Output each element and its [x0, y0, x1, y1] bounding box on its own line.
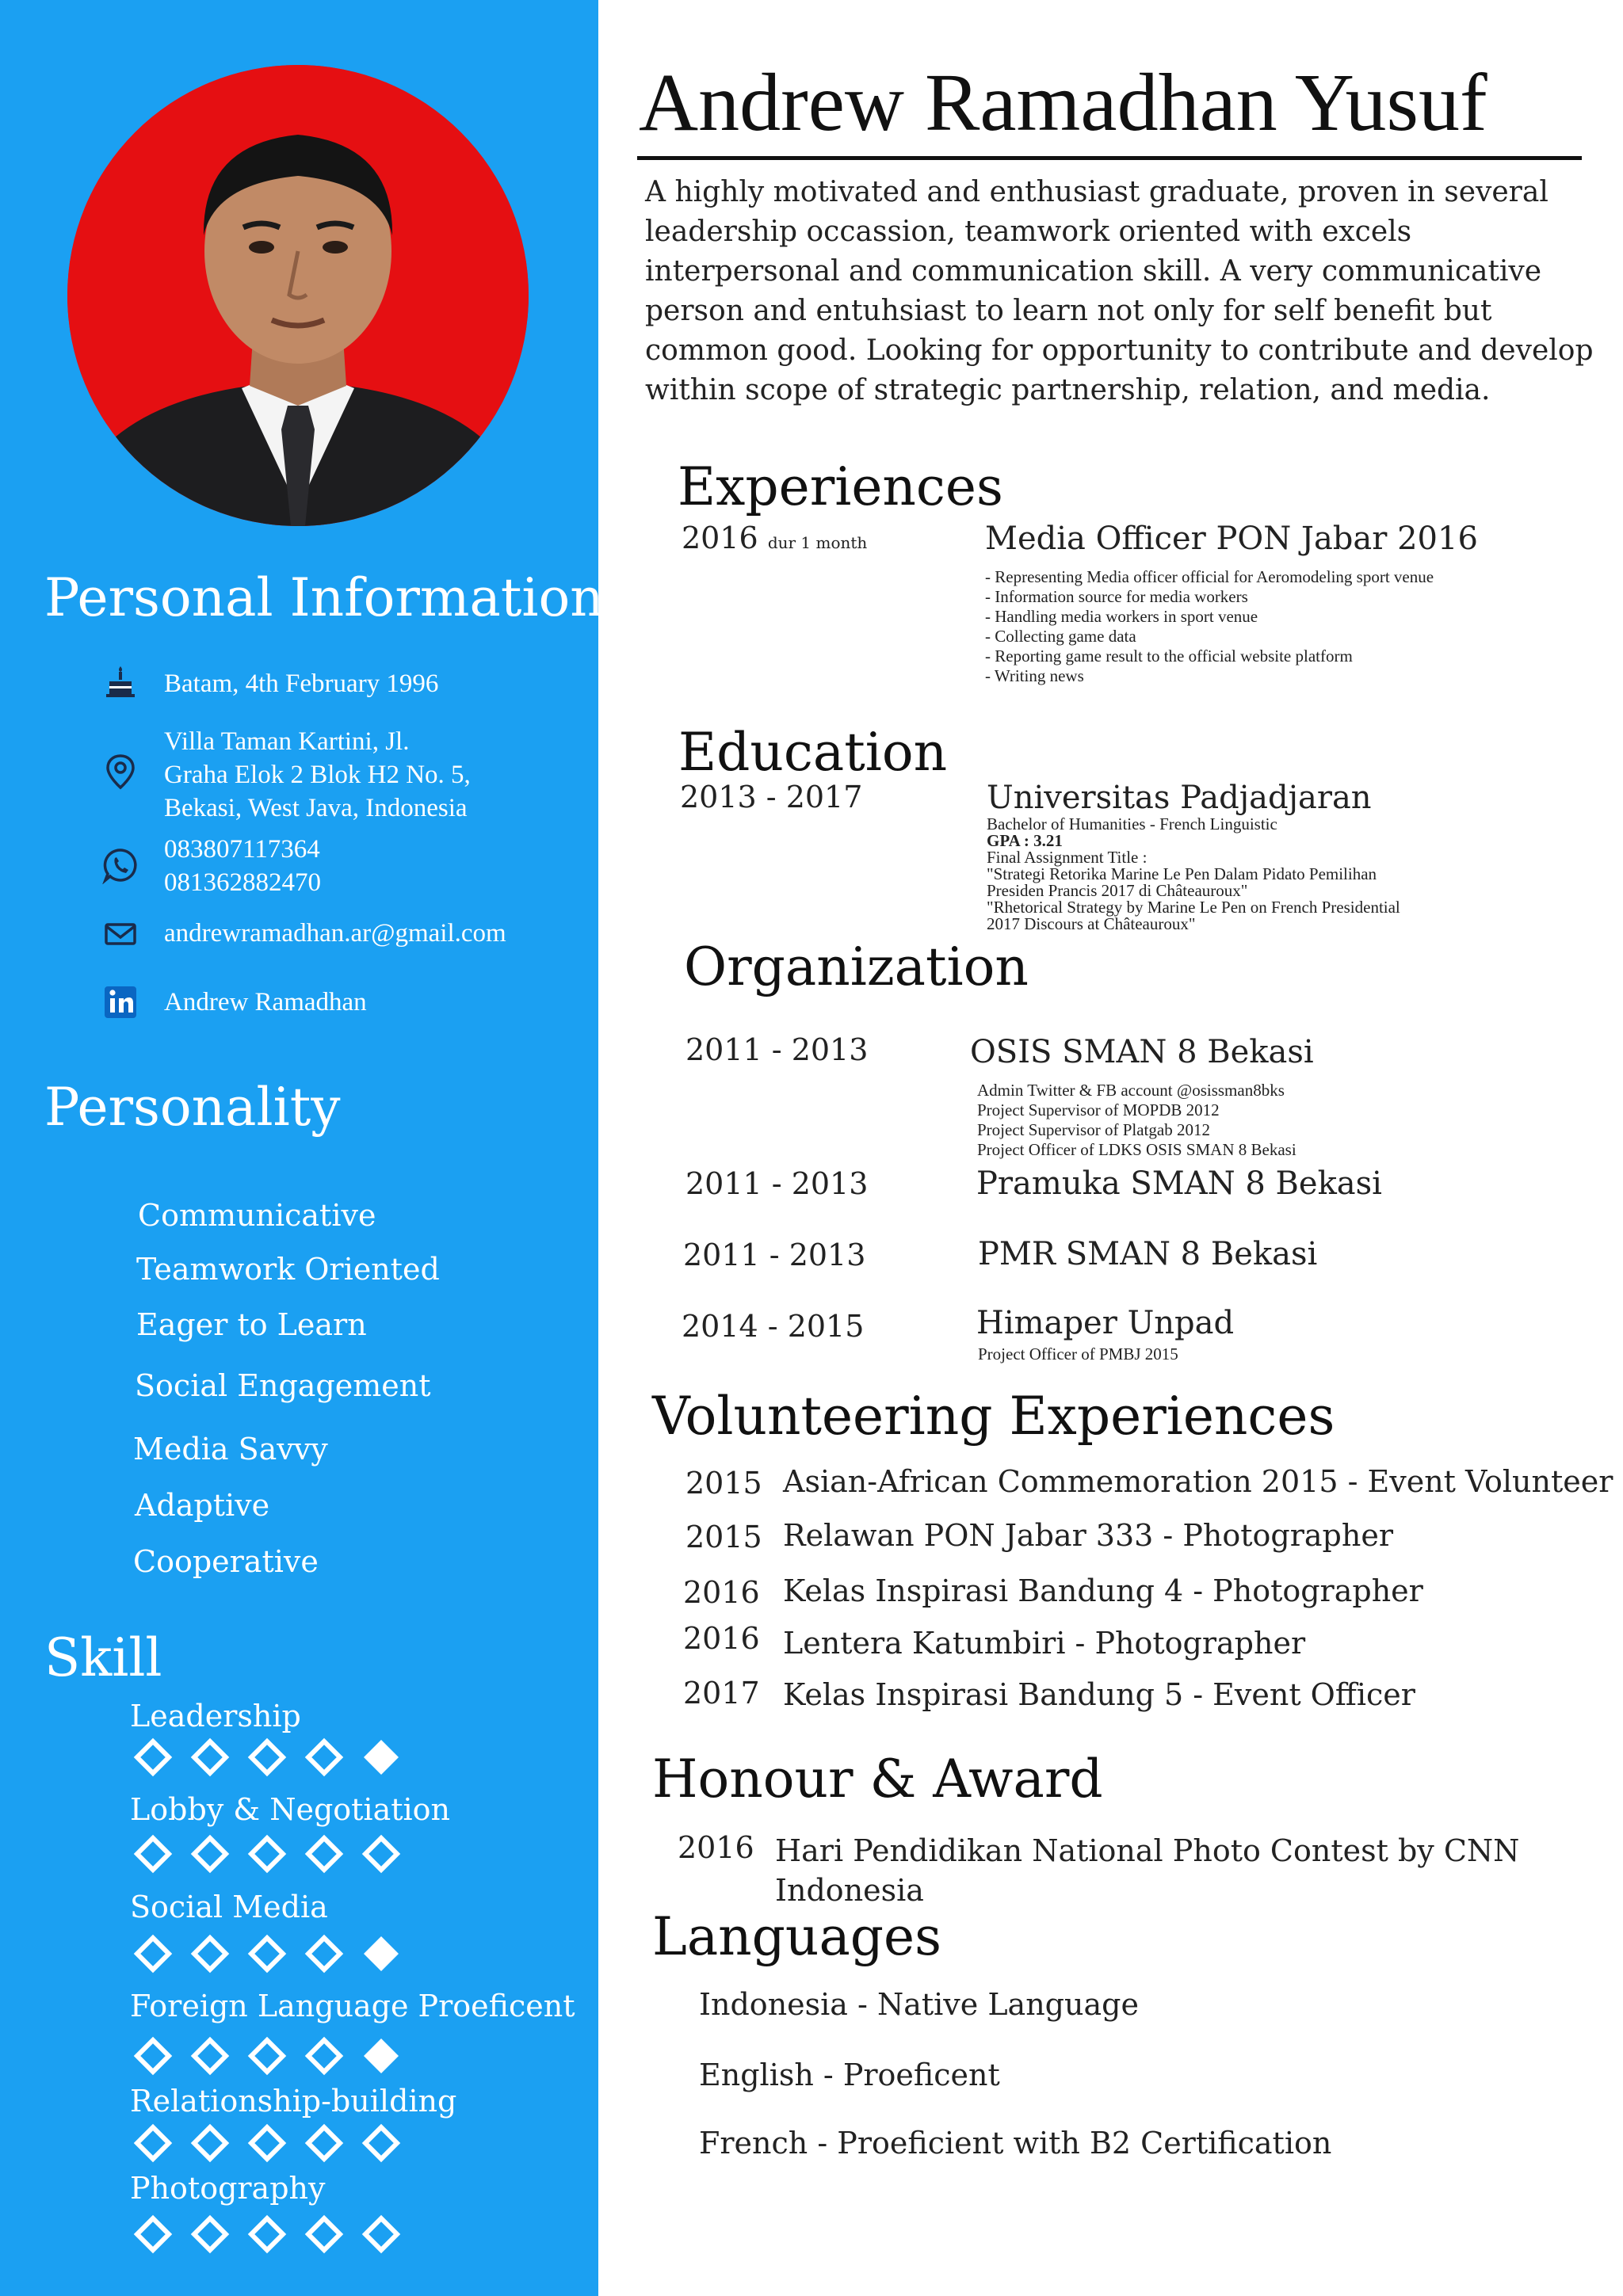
- skill-rating: [133, 1834, 401, 1874]
- volunteer-year: 2016: [683, 1575, 760, 1610]
- language-item: French - Proeficient with B2 Certification: [699, 2126, 1332, 2161]
- honour-heading: Honour & Award: [652, 1749, 1103, 1810]
- location-pin-icon: [101, 753, 139, 791]
- empty-diamond-icon: [361, 2214, 401, 2254]
- personal-information-heading: Personal Information: [44, 567, 604, 628]
- empty-diamond-icon: [304, 1934, 344, 1974]
- final-assignment-line: "Strategi Retorika Marine Le Pen Dalam Pidato Pemilihan: [987, 864, 1377, 883]
- email-text[interactable]: andrewramadhan.ar@gmail.com: [164, 919, 506, 948]
- personality-item: Communicative: [138, 1198, 376, 1233]
- skill-name: Lobby & Negotiation: [130, 1792, 451, 1827]
- organization-years: 2011 - 2013: [685, 1166, 869, 1201]
- sidebar: [0, 0, 604, 2296]
- filled-diamond-icon: [361, 2036, 401, 2076]
- empty-diamond-icon: [361, 1834, 401, 1874]
- experiences-heading: Experiences: [678, 456, 1003, 517]
- organization-years: 2011 - 2013: [683, 1238, 866, 1272]
- skill-name: Social Media: [130, 1890, 328, 1924]
- empty-diamond-icon: [247, 1834, 287, 1874]
- empty-diamond-icon: [304, 2123, 344, 2163]
- empty-diamond-icon: [133, 1737, 173, 1777]
- phone-number-2[interactable]: 081362882470: [164, 868, 321, 897]
- cake-icon: [101, 664, 139, 702]
- volunteer-year: 2016: [683, 1621, 760, 1656]
- empty-diamond-icon: [247, 2214, 287, 2254]
- phone-number-1[interactable]: 083807117364: [164, 835, 320, 864]
- skill-rating: [133, 1934, 401, 1974]
- address-line-3: Bekasi, West Java, Indonesia: [164, 794, 468, 822]
- empty-diamond-icon: [304, 2214, 344, 2254]
- volunteer-year: 2015: [685, 1520, 762, 1554]
- final-assignment-line: 2017 Discours at Châteauroux": [987, 914, 1196, 933]
- volunteer-year: 2015: [685, 1466, 762, 1501]
- empty-diamond-icon: [190, 2214, 230, 2254]
- full-name: Andrew Ramadhan Yusuf: [639, 57, 1487, 148]
- detail-line: - Information source for media workers: [985, 587, 1248, 606]
- experience-role: Media Officer PON Jabar 2016: [985, 521, 1478, 557]
- skill-rating: [133, 2123, 401, 2163]
- volunteer-role: Relawan PON Jabar 333 - Photographer: [783, 1518, 1394, 1553]
- skill-name: Leadership: [130, 1699, 301, 1733]
- personality-item: Media Savvy: [133, 1432, 328, 1466]
- empty-diamond-icon: [304, 1737, 344, 1777]
- empty-diamond-icon: [247, 2036, 287, 2076]
- personality-item: Teamwork Oriented: [136, 1252, 440, 1287]
- profile-photo: [67, 65, 529, 526]
- name-divider: [637, 156, 1582, 160]
- organization-name: Pramuka SMAN 8 Bekasi: [976, 1165, 1382, 1202]
- summary: A highly motivated and enthusiast graduate, proven in several leadership occassion, teamwork oriented with excels interpersonal and communication skill. A very communicative person and entuhsiast to learn not only for self benefit but common good. Looking for opportunity to contribute and develop within scope of strategic partnership, relation, and media.: [645, 176, 1594, 406]
- education-gpa: GPA : 3.21: [987, 831, 1063, 850]
- detail-line: - Reporting game result to the official website platform: [985, 646, 1353, 666]
- volunteer-role: Kelas Inspirasi Bandung 5 - Event Officer: [783, 1677, 1415, 1712]
- phone-numbers: [164, 833, 321, 899]
- detail-line: - Writing news: [985, 666, 1084, 685]
- experience-duration: dur 1 month: [767, 533, 868, 552]
- organization-name: PMR SMAN 8 Bekasi: [978, 1236, 1318, 1272]
- personality-item: Cooperative: [133, 1544, 319, 1579]
- mail-icon: [101, 915, 139, 953]
- organization-details: [977, 1081, 1296, 1160]
- detail-line: - Representing Media officer official for Aeromodeling sport venue: [985, 567, 1434, 586]
- skill-rating: [133, 2036, 401, 2076]
- education-details: [987, 816, 1400, 933]
- empty-diamond-icon: [190, 1737, 230, 1777]
- skill-heading: Skill: [44, 1627, 162, 1688]
- honour-year: 2016: [678, 1830, 754, 1865]
- volunteer-year: 2017: [683, 1676, 760, 1711]
- detail-line: Project Officer of LDKS OSIS SMAN 8 Bekasi: [977, 1140, 1296, 1159]
- address-line-1: Villa Taman Kartini, Jl.: [164, 727, 410, 756]
- empty-diamond-icon: [361, 2123, 401, 2163]
- personality-item: Social Engagement: [135, 1368, 431, 1403]
- linkedin-text[interactable]: Andrew Ramadhan: [164, 988, 367, 1016]
- education-degree: Bachelor of Humanities - French Linguistic: [987, 814, 1277, 833]
- empty-diamond-icon: [247, 1737, 287, 1777]
- skill-rating: [133, 2214, 401, 2254]
- languages-heading: Languages: [652, 1906, 941, 1967]
- organization-details: [978, 1344, 1178, 1364]
- experience-year: [682, 523, 867, 553]
- final-assignment-line: "Rhetorical Strategy by Marine Le Pen on French Presidential: [987, 898, 1400, 917]
- detail-line: - Handling media workers in sport venue: [985, 607, 1258, 626]
- volunteering-heading: Volunteering Experiences: [652, 1386, 1335, 1447]
- filled-diamond-icon: [361, 1934, 401, 1974]
- detail-line: - Collecting game data: [985, 627, 1136, 646]
- empty-diamond-icon: [133, 2214, 173, 2254]
- empty-diamond-icon: [247, 1934, 287, 1974]
- email[interactable]: [164, 917, 506, 950]
- detail-line: Project Officer of PMBJ 2015: [978, 1344, 1178, 1363]
- detail-line: Project Supervisor of Platgab 2012: [977, 1120, 1210, 1139]
- empty-diamond-icon: [133, 1934, 173, 1974]
- empty-diamond-icon: [247, 2123, 287, 2163]
- filled-diamond-icon: [361, 1737, 401, 1777]
- birth-text: Batam, 4th February 1996: [164, 669, 439, 698]
- honour-line: Indonesia: [775, 1873, 924, 1908]
- personality-item: Adaptive: [135, 1488, 270, 1523]
- volunteer-role: Kelas Inspirasi Bandung 4 - Photographer: [783, 1573, 1423, 1608]
- empty-diamond-icon: [190, 2036, 230, 2076]
- empty-diamond-icon: [190, 1834, 230, 1874]
- skill-name: Foreign Language Proeficent: [130, 1989, 575, 2023]
- linkedin-icon: [101, 983, 139, 1021]
- skill-name: Photography: [130, 2171, 326, 2206]
- language-item: English - Proeficent: [699, 2058, 1000, 2092]
- empty-diamond-icon: [133, 2123, 173, 2163]
- empty-diamond-icon: [190, 2123, 230, 2163]
- final-assignment-label: Final Assignment Title :: [987, 848, 1148, 867]
- volunteer-role: Lentera Katumbiri - Photographer: [783, 1626, 1306, 1661]
- empty-diamond-icon: [133, 1834, 173, 1874]
- organization-years: 2014 - 2015: [682, 1309, 865, 1344]
- whatsapp-icon: [101, 846, 139, 884]
- honour-text: [775, 1831, 1519, 1910]
- skill-rating: [133, 1737, 401, 1777]
- address-line-2: Graha Elok 2 Blok H2 No. 5,: [164, 761, 471, 789]
- experience-year-text: 2016: [682, 521, 758, 555]
- empty-diamond-icon: [190, 1934, 230, 1974]
- personality-heading: Personality: [44, 1077, 341, 1138]
- profile-photo-image: [67, 65, 529, 526]
- skill-name: Relationship-building: [130, 2084, 457, 2119]
- detail-line: Admin Twitter & FB account @osissman8bks: [977, 1081, 1285, 1100]
- organization-heading: Organization: [684, 936, 1029, 997]
- empty-diamond-icon: [133, 2036, 173, 2076]
- empty-diamond-icon: [304, 1834, 344, 1874]
- birth-info: [164, 667, 438, 700]
- education-school: Universitas Padjadjaran: [987, 780, 1372, 816]
- education-heading: Education: [678, 722, 948, 783]
- address: [164, 725, 471, 825]
- education-years: 2013 - 2017: [680, 780, 863, 814]
- language-item: Indonesia - Native Language: [699, 1987, 1139, 2022]
- honour-line: Hari Pendidikan National Photo Contest by CNN: [775, 1833, 1520, 1868]
- organization-name: Himaper Unpad: [976, 1305, 1235, 1341]
- empty-diamond-icon: [304, 2036, 344, 2076]
- detail-line: Project Supervisor of MOPDB 2012: [977, 1100, 1220, 1119]
- experience-details: [985, 567, 1434, 686]
- organization-years: 2011 - 2013: [685, 1032, 869, 1067]
- volunteer-role: Asian-African Commemoration 2015 - Event Volunteer: [783, 1464, 1613, 1499]
- organization-name: OSIS SMAN 8 Bekasi: [970, 1034, 1314, 1070]
- final-assignment-line: Presiden Prancis 2017 di Châteauroux": [987, 881, 1248, 900]
- linkedin-profile[interactable]: [164, 986, 367, 1019]
- personality-item: Eager to Learn: [136, 1307, 367, 1342]
